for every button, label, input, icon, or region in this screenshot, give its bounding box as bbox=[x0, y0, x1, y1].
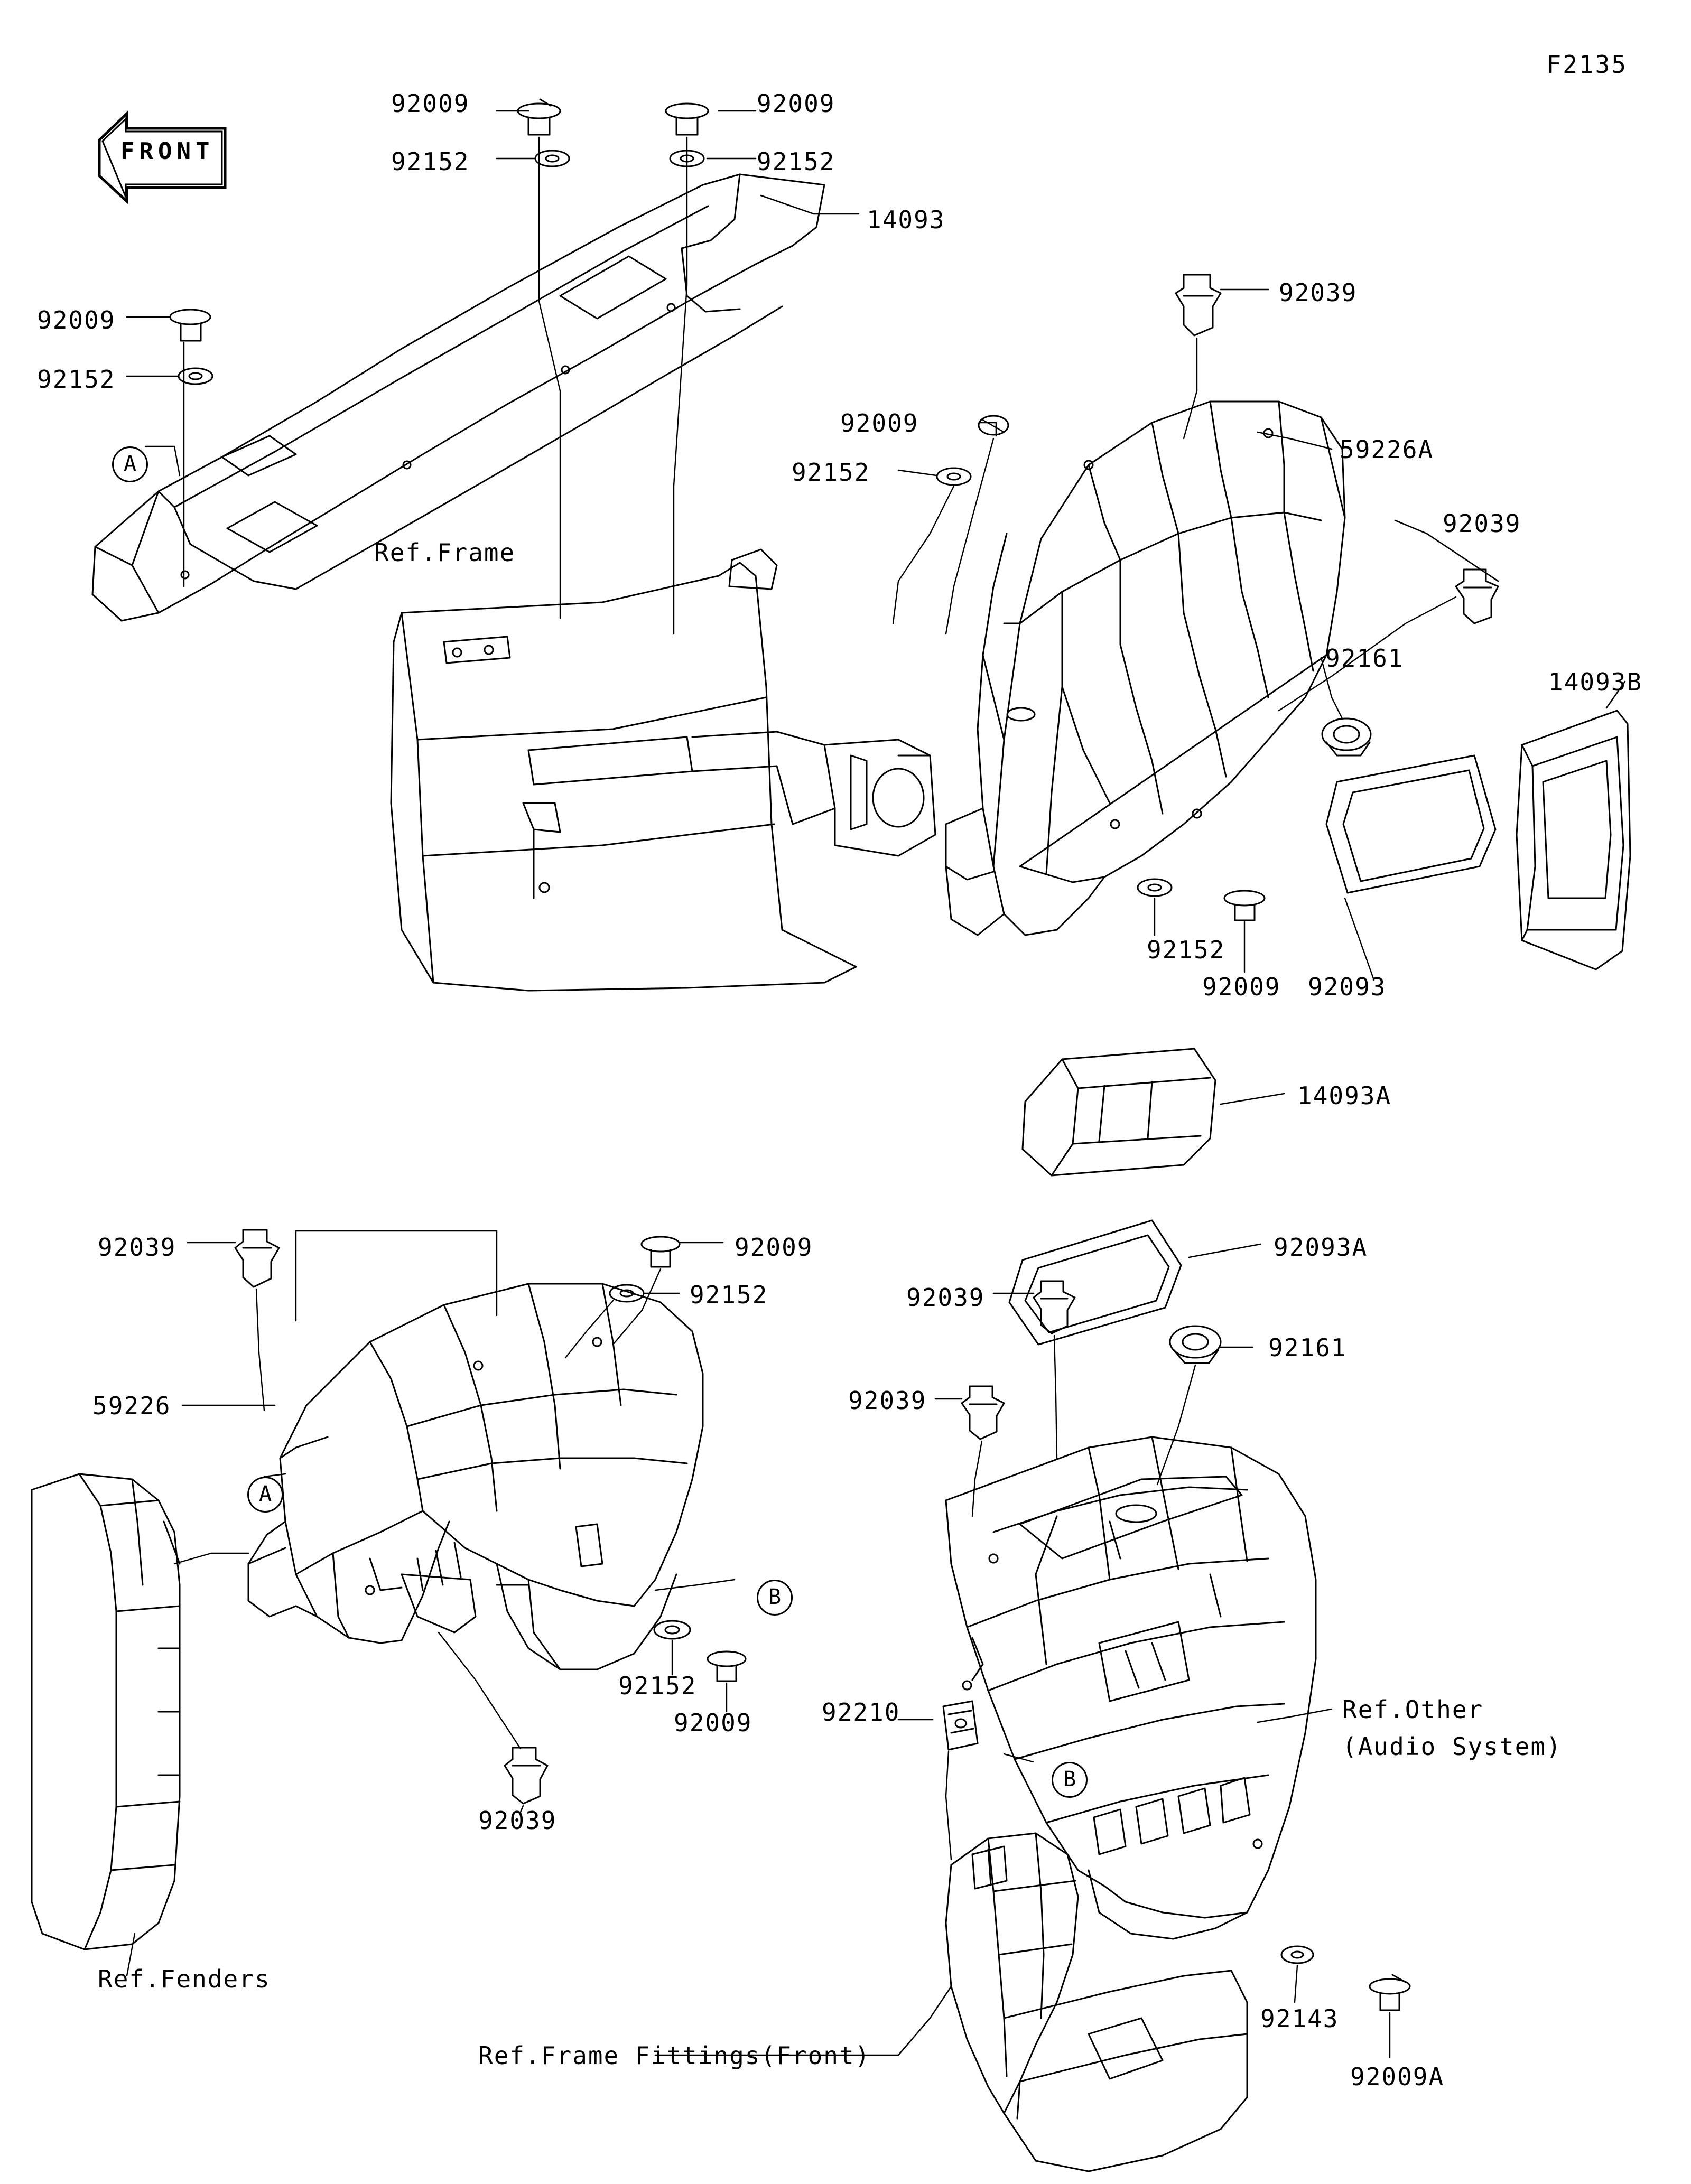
callout-92009-left: 92009 bbox=[37, 306, 116, 334]
callout-92039-right: 92039 bbox=[1443, 509, 1521, 538]
callout-92009a: 92009A bbox=[1350, 2062, 1445, 2091]
callout-14093b: 14093B bbox=[1548, 668, 1643, 696]
front-direction-badge bbox=[95, 108, 230, 206]
callout-audio-system: (Audio System) bbox=[1342, 1732, 1562, 1761]
callout-ref-frame-fittings: Ref.Frame Fittings(Front) bbox=[478, 2041, 871, 2070]
callout-92009-bottom: 92009 bbox=[674, 1709, 752, 1737]
callout-92009-lower-left: 92009 bbox=[735, 1233, 813, 1262]
callout-92210: 92210 bbox=[822, 1698, 900, 1726]
marker-a-top: A bbox=[112, 446, 148, 482]
callout-92009-mid: 92009 bbox=[840, 409, 919, 437]
callout-ref-other: Ref.Other bbox=[1342, 1695, 1484, 1724]
callout-92161-top: 92161 bbox=[1325, 644, 1404, 673]
callout-92039-console-lower: 92039 bbox=[848, 1386, 927, 1415]
callout-92161-bottom: 92161 bbox=[1268, 1333, 1347, 1362]
callout-92152-mid: 92152 bbox=[792, 458, 870, 487]
callout-92152-left: 92152 bbox=[37, 365, 116, 394]
callout-92152-cowl: 92152 bbox=[1147, 936, 1225, 964]
callout-59226a: 59226A bbox=[1340, 435, 1434, 464]
callout-92009-top-right: 92009 bbox=[757, 89, 835, 118]
callout-92039-left-lower: 92039 bbox=[98, 1233, 176, 1262]
callout-92152-top-right: 92152 bbox=[757, 147, 835, 176]
callout-92039-bottom: 92039 bbox=[478, 1806, 557, 1835]
callout-92093: 92093 bbox=[1308, 973, 1387, 1001]
callout-59226: 59226 bbox=[92, 1392, 171, 1420]
callout-92152-bottom: 92152 bbox=[618, 1672, 697, 1700]
callout-ref-frame: Ref.Frame bbox=[374, 538, 516, 567]
callout-92039-console-upper: 92039 bbox=[906, 1283, 985, 1312]
callout-14093a: 14093A bbox=[1297, 1081, 1392, 1110]
marker-b-left: B bbox=[757, 1580, 793, 1616]
marker-b-right: B bbox=[1052, 1762, 1088, 1798]
sheet-code: F2135 bbox=[1546, 50, 1628, 79]
front-label: FRONT bbox=[120, 138, 215, 165]
callout-ref-fenders: Ref.Fenders bbox=[98, 1965, 271, 1993]
callout-92093a: 92093A bbox=[1274, 1233, 1368, 1262]
callout-92009-cowl: 92009 bbox=[1202, 973, 1281, 1001]
callout-92143: 92143 bbox=[1260, 2004, 1339, 2033]
callout-92152-lower-left: 92152 bbox=[690, 1281, 768, 1309]
marker-a-bottom: A bbox=[247, 1477, 283, 1513]
callout-92039-top-right: 92039 bbox=[1279, 278, 1358, 307]
callout-92152-top-left: 92152 bbox=[391, 147, 470, 176]
callout-92009-top-left: 92009 bbox=[391, 89, 470, 118]
callout-14093: 14093 bbox=[867, 206, 945, 234]
